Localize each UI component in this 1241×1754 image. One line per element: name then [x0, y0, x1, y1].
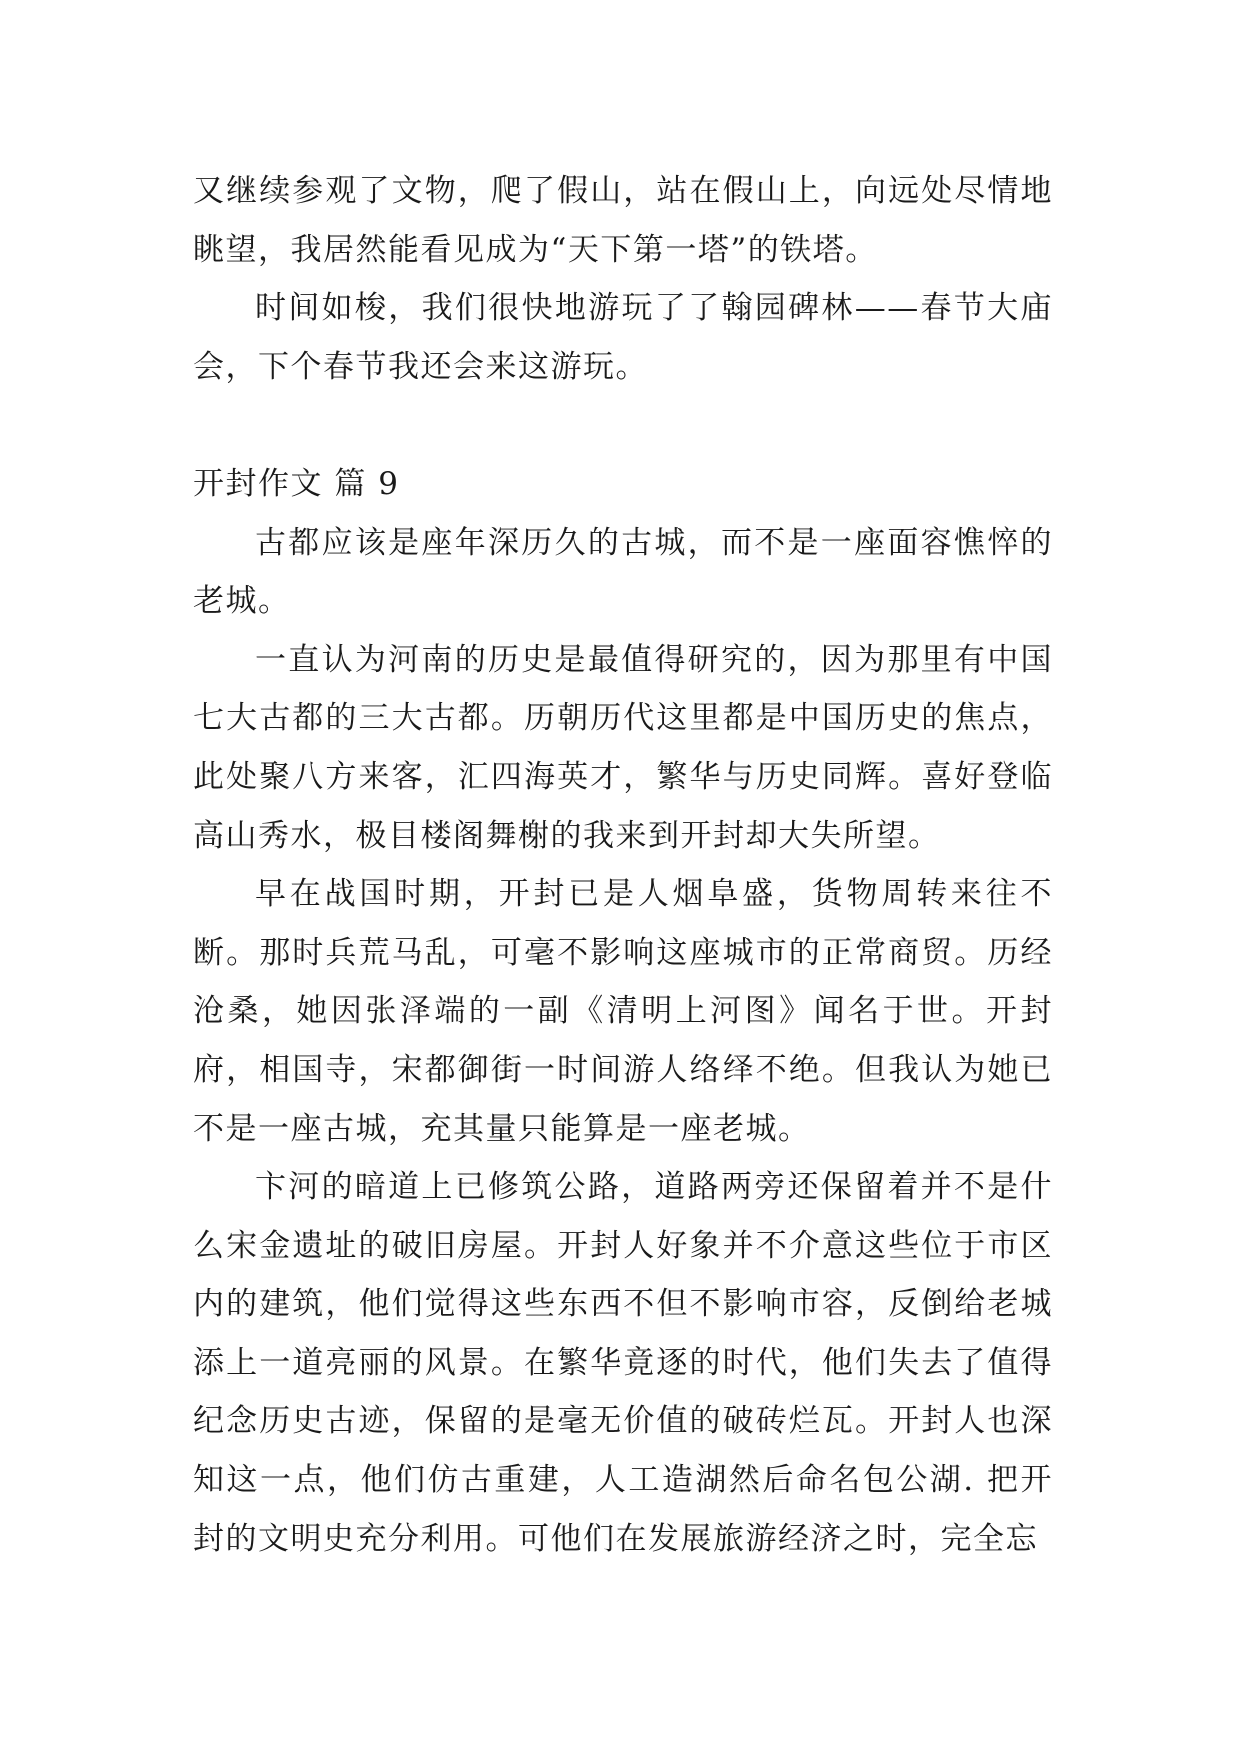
section-heading: 开封作文 篇 9: [193, 465, 400, 502]
paragraph: 卞河的暗道上已修筑公路，道路两旁还保留着并不是什么宋金遗址的破旧房屋。开封人好象并不介意这些位于市区内的建筑，他们觉得这些东西不但不影响市容，反倒给老城添上一道亮丽的风景。在繁华竟逐的时代，他们失去了值得纪念历史古迹，保留的是毫无价值的破砖烂瓦。开封人也深知这一点，他们仿古重建，人工造湖然后命名包公湖. 把开封的文明史充分利用。可他们在发展旅游经济之时，完全忘: [193, 1169, 1053, 1557]
paragraph: 古都应该是座年深历久的古城，而不是一座面容憔悴的老城。: [193, 524, 1053, 620]
document-body: [193, 162, 1053, 1568]
paragraph: 一直认为河南的历史是最值得研究的，因为那里有中国七大古都的三大古都。历朝历代这里都是中国历史的焦点，此处聚八方来客，汇四海英才，繁华与历史同辉。喜好登临高山秀水，极目楼阁舞榭的我来到开封却大失所望。: [193, 641, 1053, 854]
paragraph: 时间如梭，我们很快地游玩了了翰园碑林——春节大庙会，下个春节我还会来这游玩。: [193, 290, 1053, 385]
paragraph: 早在战国时期，开封已是人烟阜盛，货物周转来往不断。那时兵荒马乱，可毫不影响这座城市的正常商贸。历经沧桑，她因张泽端的一副《清明上河图》闻名于世。开封府，相国寺，宋都御街一时间游人络绎不绝。但我认为她已不是一座古城，充其量只能算是一座老城。: [193, 876, 1053, 1147]
paragraph-continuation: 又继续参观了文物，爬了假山，站在假山上，向远处尽情地眺望，我居然能看见成为“天下第一塔”的铁塔。: [193, 173, 1053, 268]
